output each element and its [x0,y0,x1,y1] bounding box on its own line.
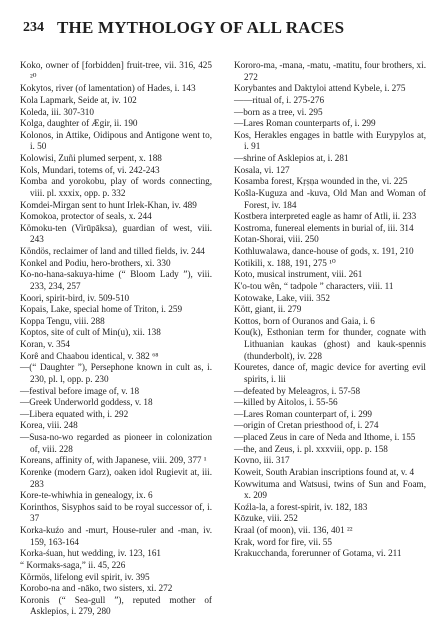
index-entry: Kore-te-whiwhia in genealogy, ix. 6 [20,490,153,501]
index-entry: Kos, Herakles engages in battle with Eurypylos at, i. 91 [234,129,426,152]
index-entry: Kraal (of moon), vii. 136, 401 ²² [234,525,353,535]
index-entry: Koleda, iii. 307-310 [20,106,94,117]
right-index-column [234,60,426,560]
index-entry: Körmös, lifelong evil spirit, iv. 395 [20,571,150,582]
index-entry: Kotowake, Lake, viii. 352 [234,292,330,303]
index-entry: Koźla-la, a forest-spirit, iv. 182, 183 [234,501,368,512]
index-entry: Košla-Kuguza and -kuva, Old Man and Woman of Forest, iv. 184 [234,187,426,210]
index-entry: Korê and Chaabou identical, v. 382 ⁶⁸ [20,350,159,361]
page-number: 234 [23,20,44,35]
index-entry: Kömoku-ten (Virūpāksa), guardian of west, viii. 243 [20,222,212,245]
index-entry: —origin of Cretan priesthood of, i. 274 [234,420,379,431]
index-entry: —born as a tree, vi. 295 [234,106,323,117]
index-entry: Korobo-na and -nāko, two sisters, xi. 272 [20,583,173,594]
index-entry: Kött, giant, ii. 279 [234,304,302,315]
index-entry: Kou(k), Esthonian term for thunder, cognate with Lithuanian kaukas (ghost) and kauk-spennis (thunderbolt), iv. 228 [234,327,426,361]
index-entry: Krak, word for fire, vii. 55 [234,536,332,547]
index-entry: Koori, spirit-bird, iv. 509-510 [20,292,130,303]
index-entry: —Lares Roman counterpart of, i. 299 [234,408,373,419]
index-entry: Kottos, born of Ouranos and Gaia, i. 6 [234,315,375,326]
index-entry: —Libera equated with, i. 292 [20,408,129,419]
index-entry: K'o-tou wên, “ tadpole ” characters, viii. 11 [234,280,394,291]
index-entry: —placed Zeus in care of Neda and Ithome, i. 155 [234,432,416,442]
index-entry: —Lares Roman counterparts of, i. 299 [234,118,376,129]
index-entry: Kosamba forest, Kṛṣṇa wounded in the, vi. 225 [234,176,408,187]
page-header [23,18,428,40]
running-head: THE MYTHOLOGY OF ALL RACES [57,18,345,37]
index-entry: Korea, viii. 248 [20,420,78,431]
index-entry: Koko, owner of [forbidden] fruit-tree, vii. 316, 425 ²⁰ [20,60,212,82]
index-entry: Kotikili, x. 188, 191, 275 ¹⁰ [234,257,336,268]
index-entry: Kotan-Shorai, viii. 250 [234,234,319,245]
index-entry: Kouretes, dance of, magic device for averting evil spirits, i. lii [234,362,426,384]
index-entry: Kororo-ma, -mana, -matu, -matitu, four brothers, xi. 272 [234,60,426,82]
index-entry: Korybantes and Daktyloi attend Kybele, i. 275 [234,83,406,94]
index-entry: Kolowisi, Zuñi plumed serpent, x. 188 [20,153,162,163]
index-entry: Kols, Mundari, totems of, vi. 242-243 [20,164,160,175]
index-entry: Kolga, daughter of Ægir, ii. 190 [20,118,138,129]
index-entry: Koto, musical instrument, viii. 261 [234,269,363,280]
index-entry: Koronis (“ Sea-gull ”), reputed mother of Asklepios, i. 279, 280 [20,594,212,617]
index-entry: Koran, v. 354 [20,339,70,349]
index-entry: Kola Lapmark, Seide at, iv. 102 [20,94,137,105]
index-entry: Konkel and Podiu, hero-brothers, xi. 330 [20,257,171,268]
index-entry: —shrine of Asklepios at, i. 281 [234,153,349,163]
index-entry: Korka-śuan, hut wedding, iv. 123, 161 [20,548,162,559]
index-entry: ——ritual of, i. 275-276 [234,94,325,105]
index-entry: —Susa-no-wo regarded as pioneer in colonization of, viii. 228 [20,432,212,454]
index-entry: —festival before image of, v. 18 [20,385,140,396]
index-entry: Ko-no-hana-sakuya-hime (“ Bloom Lady ”), viii. 233, 234, 257 [20,269,212,291]
index-entry: Kōzuke, viii. 252 [234,513,298,524]
index-entry: —killed by Aitolos, i. 55-56 [234,397,338,408]
index-entry: Komdei-Mirgan sent to hunt Irlek-Khan, iv. 489 [20,199,197,210]
index-entry: Kopais, Lake, special home of Triton, i. 259 [20,304,183,315]
index-entry: Krakucchanda, forerunner of Gotama, vi. 211 [234,548,402,559]
index-entry: —(“ Daughter ”), Persephone known in cult as, i. 230, pl. l, opp. p. 230 [20,362,212,384]
index-entry: Kosala, vi. 127 [234,164,290,175]
index-entry: Komba and yorokobu, play of words connecting, viii. pl. xxxix, opp. p. 332 [20,176,212,198]
index-entry: Koptos, site of cult of Min(u), xii. 138 [20,327,161,338]
index-entry: Kothluwalawa, dance-house of gods, x. 191, 210 [234,246,414,256]
index-entry: Koweit, South Arabian inscriptions found at, v. 4 [234,466,415,477]
index-entry: Koppa Tengu, viii. 288 [20,315,105,326]
index-entry: Kowwituma and Watsusi, twins of Sun and Foam, x. 209 [234,478,426,501]
index-entry: Komokoa, protector of seals, x. 244 [20,211,152,222]
index-entry: “ Kormaks-saga,” ii. 45, 226 [20,559,126,570]
index-entry: —the, and Zeus, i. pl. xxxviii, opp. p. 158 [234,443,388,454]
index-entry: Korka-kuźo and -murt, House-ruler and -man, iv. 159, 163-164 [20,525,212,547]
index-entry: Kovno, iii. 317 [234,455,290,466]
index-entry: —Greek Underworld goddess, v. 18 [20,397,153,408]
left-index-column [20,60,212,618]
index-entry: Köndös, reclaimer of land and tilled fields, iv. 244 [20,246,205,256]
index-entry: Korenke (modern Garz), oaken idol Rugievit at, iii. 283 [20,466,212,489]
index-entry: Kostbera interpreted eagle as hamr of Atli, ii. 233 [234,211,417,222]
index-entry: —defeated by Meleagros, i. 57-58 [234,385,361,396]
index-entry: Kolonos, in Attike, Oidipous and Antigone went to, i. 50 [20,129,212,152]
index-entry: Kokytos, river (of lamentation) of Hades, i. 143 [20,83,196,94]
index-entry: Kostroma, funereal elements in burial of, iii. 314 [234,222,414,233]
index-entry: Koreans, affinity of, with Japanese, viii. 209, 377 ¹ [20,455,207,466]
index-entry: Korinthos, Sisyphos said to be royal successor of, i. 37 [20,501,212,524]
